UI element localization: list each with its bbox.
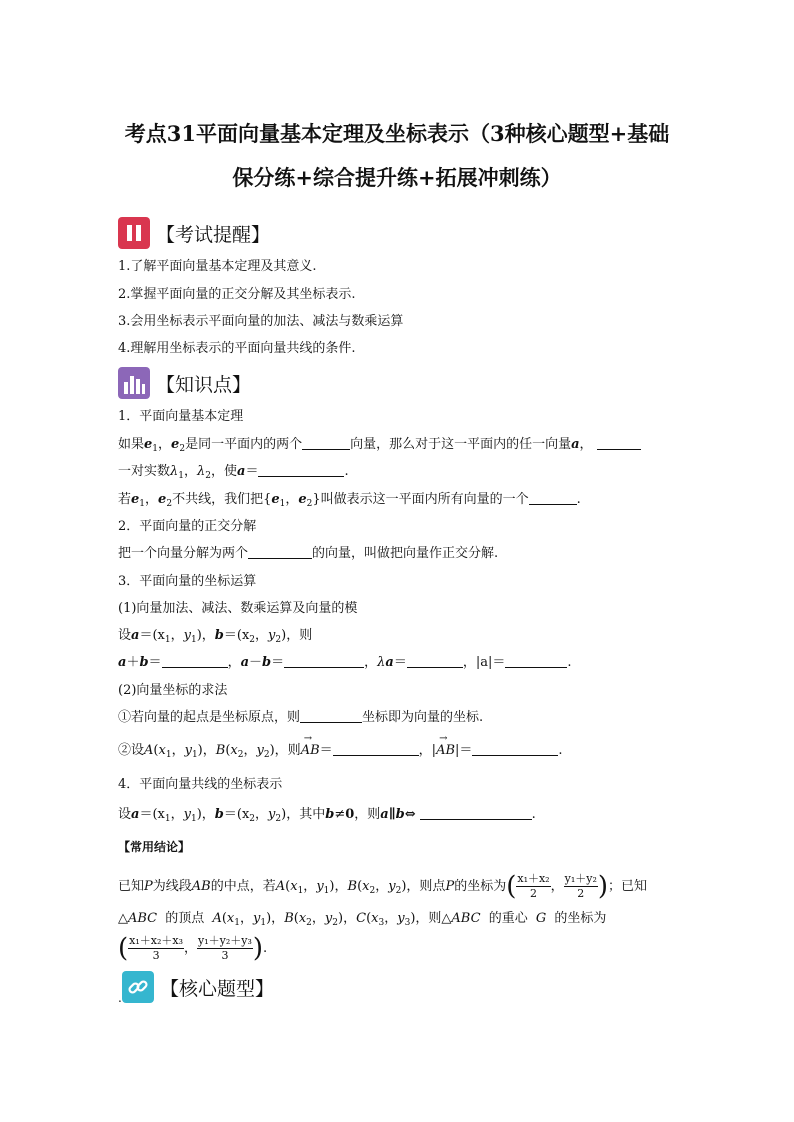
conclusion-line-3: ( $\frac{\text{x₁＋x₂＋x₃}}{3}$ ， $\frac{\text{y₁＋y₂＋y₃}}{3}$ ). — [118, 933, 268, 964]
knowledge-sub-2: (2)向量坐标的求法 — [118, 683, 228, 698]
blank-length-ab[interactable] — [472, 742, 558, 756]
blank-sum[interactable] — [162, 654, 228, 668]
knowledge-heading-2: 2．平面向量的正交分解 — [118, 519, 257, 534]
section-exam-header — [118, 214, 270, 252]
page-title — [100, 112, 694, 200]
knowledge-sub-1: (1)向量加法、减法、数乘运算及向量的模 — [118, 601, 358, 616]
blank-noncollinear[interactable] — [302, 436, 350, 450]
fraction-midpoint-y: $\frac{\text{y₁＋y₂}}{2}$ — [564, 872, 597, 900]
knowledge-line-origin: ①若向量的起点是坐标原点，则 坐标即为向量的坐标. — [118, 710, 484, 725]
exam-item-1: 1.了解平面向量基本定理及其意义. — [118, 259, 317, 274]
section-exam-title: 【考试提醒】 — [156, 223, 271, 246]
blank-difference[interactable] — [284, 654, 364, 668]
knowledge-heading-3: 3．平面向量的坐标运算 — [118, 574, 257, 589]
section-knowledge-header — [118, 364, 251, 402]
exam-item-4: 4.理解用坐标表示的平面向量共线的条件. — [118, 341, 356, 356]
exam-item-3: 3.会用坐标表示平面向量的加法、减法与数乘运算 — [118, 314, 404, 329]
blank-basis[interactable] — [529, 491, 577, 505]
blank-magnitude[interactable] — [505, 654, 567, 668]
fraction-centroid-y: $\frac{\text{y₁＋y₂＋y₃}}{3}$ — [198, 934, 252, 962]
blank-unique[interactable] — [597, 436, 641, 450]
section-core-title: 【核心题型】 — [160, 977, 275, 1000]
conclusion-tag: 【常用结论】 — [118, 840, 191, 854]
bullet-dot: . — [118, 991, 122, 1005]
knowledge-line-coords: 设$a=(x_1$，$y_1$)，$b=(x_2$，$y_2$)，则 — [118, 628, 313, 645]
blank-linear-combination[interactable] — [258, 463, 344, 477]
pause-bars-icon — [118, 217, 150, 249]
bar-chart-icon — [118, 367, 150, 399]
conclusion-line-2: △ABC 的顶点 $A(x_1$，$y_1$)，$B(x_2$，$y_2$)，$C(x_3$，$y_3$)，则△ABC 的重心 G 的坐标为 — [118, 911, 607, 928]
blank-vector-ab[interactable] — [333, 742, 419, 756]
fraction-centroid-x: $\frac{\text{x₁＋x₂＋x₃}}{3}$ — [129, 934, 183, 962]
knowledge-line-orthogonal: 把一个向量分解为两个 的向量，叫做把向量作正交分解. — [118, 546, 499, 561]
knowledge-line-ab: ②设$A(x_1$，$y_1$)，$B(x_2$，$y_2$)，则→ AB＝ ，|→ AB|＝ . — [118, 742, 563, 764]
knowledge-line-lambda: 一对实数$\lambda_1$，$\lambda_2$，使a＝ . — [118, 464, 349, 481]
knowledge-heading-1: 1．平面向量基本定理 — [118, 409, 244, 424]
blank-endpoint[interactable] — [300, 709, 362, 723]
vector-ab: → AB — [301, 742, 320, 760]
conclusion-line-1: 已知P为线段AB的中点，若$A(x_1$，$y_1$)，$B(x_2$，$y_2$)，则点P的坐标为( $\frac{\text{x₁＋x₂}}{2}$ ， $\frac{\text{y₁＋y₂}}{2}$ )；已知 — [118, 871, 648, 902]
knowledge-line-collinear: 设$a=(x_1$，$y_1$)，$b=(x_2$，$y_2$)，其中b≠0，则a∥b⇔ . — [118, 807, 536, 824]
exam-item-2: 2.掌握平面向量的正交分解及其坐标表示. — [118, 287, 356, 302]
blank-scalar[interactable] — [407, 654, 463, 668]
section-knowledge-title: 【知识点】 — [156, 373, 252, 396]
chain-link-icon — [122, 971, 154, 1003]
knowledge-line-ops: a＋b＝ ，a－b＝ ，λa＝ ，|a|＝ . — [118, 655, 572, 670]
title-line-2: 保分练+综合提升练+拓展冲刺练） — [232, 165, 562, 190]
knowledge-line-base: 若$e_1$，$e_2$不共线，我们把{$e_1$，$e_2$}叫做表示这一平面内所有向量的一个 . — [118, 492, 581, 509]
title-line-1: 考点31平面向量基本定理及坐标表示（3种核心题型+基础 — [124, 121, 670, 146]
fraction-midpoint-x: $\frac{\text{x₁＋x₂}}{2}$ — [517, 872, 550, 900]
section-core-header — [122, 968, 274, 1006]
knowledge-heading-4: 4．平面向量共线的坐标表示 — [118, 777, 283, 792]
blank-perpendicular[interactable] — [248, 545, 312, 559]
knowledge-line-basis: 如果$e_1$，$e_2$是同一平面内的两个 向量，那么对于这一平面内的任一向量a， — [118, 436, 641, 458]
blank-collinear-condition[interactable] — [420, 806, 532, 820]
